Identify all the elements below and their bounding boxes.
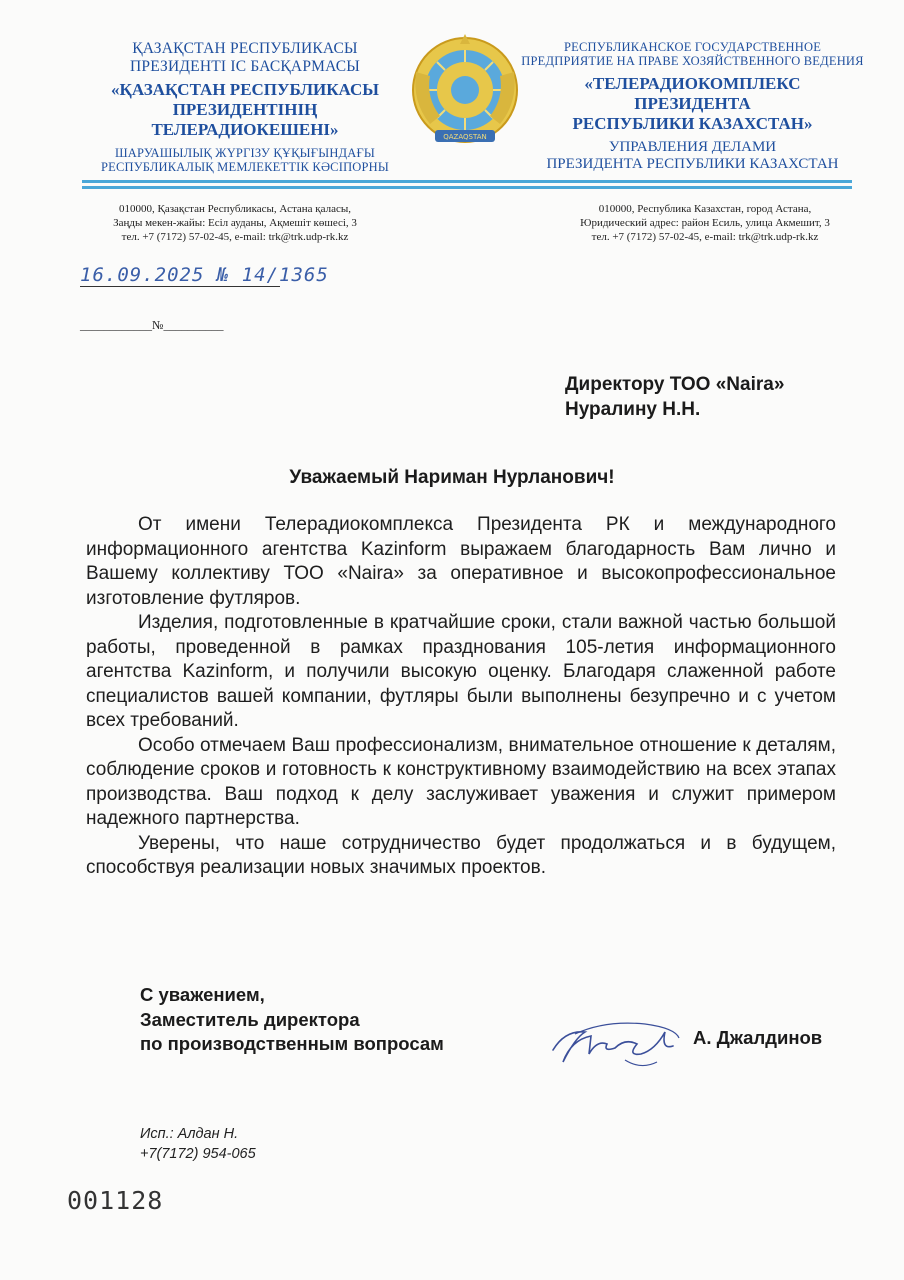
recipient-block	[565, 372, 784, 422]
letter-body	[86, 513, 836, 881]
header-left-sub1: ШАРУАШЫЛЫҚ ЖҮРГІЗУ ҚҰҚЫҒЫНДАҒЫ	[114, 146, 376, 160]
paragraph: Изделия, подготовленные в кратчайшие сроки, стали важной частью большой работы, проведенной в рамках празднования 105-летия информационного агентства Kazinform, и получили высокую оценку. Благодаря слаженной работе специалистов вашей компании, футляры были выполнены безупречно и с учетом всех требований.	[86, 612, 836, 731]
header-right-name2: ПРЕЗИДЕНТА	[634, 94, 751, 113]
address-right-line3: тел. +7 (7172) 57-02-45, e-mail: trk@trk.udp-rk.kz	[591, 231, 819, 243]
header-right-sub2: ПРЕЗИДЕНТА РЕСПУБЛИКИ КАЗАХСТАН	[546, 156, 839, 172]
executor-phone: +7(7172) 954-065	[140, 1146, 256, 1162]
header-right-name3: РЕСПУБЛИКИ КАЗАХСТАН»	[572, 114, 813, 133]
header-left-name1: «ҚАЗАҚСТАН РЕСПУБЛИКАСЫ	[111, 80, 379, 99]
header-left-line1: ҚАЗАҚСТАН РЕСПУБЛИКАСЫ	[132, 40, 358, 57]
state-emblem-icon	[410, 32, 520, 154]
header-left-sub2: РЕСПУБЛИКАЛЫҚ МЕМЛЕКЕТТІК КӘСІПОРНЫ	[100, 160, 390, 174]
header-left-name2: ПРЕЗИДЕНТІНІҢ	[172, 100, 318, 119]
header-divider	[82, 180, 852, 192]
header-left	[100, 40, 390, 174]
executor-block	[140, 1124, 256, 1164]
header-right-sub1: УПРАВЛЕНИЯ ДЕЛАМИ	[608, 139, 777, 155]
closing-line2: Заместитель директора	[140, 1008, 360, 1030]
outgoing-number: 16.09.2025 № 14/1365	[80, 264, 329, 286]
header-right-pre2: ПРЕДПРИЯТИЕ НА ПРАВЕ ХОЗЯЙСТВЕННОГО ВЕДЕНИЯ	[521, 54, 864, 68]
address-right	[545, 202, 865, 244]
address-right-line2: Юридический адрес: район Есиль, улица Акмешит, 3	[580, 217, 830, 229]
header-left-line2: ПРЕЗИДЕНТІ ІС БАСҚАРМАСЫ	[129, 58, 360, 75]
header-right-name1: «ТЕЛЕРАДИОКОМПЛЕКС	[584, 74, 801, 93]
greeting: Уважаемый Нариман Нурланович!	[289, 467, 615, 488]
signer-name: А. Джалдинов	[693, 1027, 823, 1048]
header-right-pre1: РЕСПУБЛИКАНСКОЕ ГОСУДАРСТВЕННОЕ	[563, 40, 822, 54]
incoming-number-blank: ____________№__________	[80, 318, 224, 332]
header-right	[520, 40, 865, 173]
paragraph: От имени Телерадиокомплекса Президента РК и международного информационного агентства Kazinform выражаем благодарность Вам лично и Вашему коллективу ТОО «Naira» за оперативное и высокопрофессиональное изготовление футляров.	[86, 514, 836, 609]
handwritten-signature-icon	[545, 1010, 685, 1080]
header-left-name3: ТЕЛЕРАДИОКЕШЕНІ»	[151, 120, 339, 139]
address-left-line1: 010000, Қазақстан Республикасы, Астана қаласы,	[118, 203, 352, 215]
closing-block	[140, 983, 444, 1057]
serial-number: 001128	[67, 1186, 164, 1215]
address-left-line3: тел. +7 (7172) 57-02-45, e-mail: trk@trk.udp-rk.kz	[121, 231, 349, 243]
closing-line1: С уважением,	[140, 984, 265, 1005]
paragraph: Особо отмечаем Ваш профессионализм, внимательное отношение к деталям, соблюдение сроков и готовность к конструктивному взаимодействию на всех этапах производства. Ваш подход к делу заслуживает уважения и служит примером надежного партнерства.	[86, 734, 836, 829]
paragraph: Уверены, что наше сотрудничество будет продолжаться и в будущем, способствуя реализации новых значимых проектов.	[86, 832, 836, 878]
recipient-line2: Нуралину Н.Н.	[565, 399, 701, 420]
address-left	[80, 202, 390, 244]
closing-line3: по производственным вопросам	[140, 1033, 444, 1054]
outgoing-number-underline	[80, 286, 280, 287]
executor-name: Исп.: Алдан Н.	[140, 1126, 239, 1142]
address-right-line1: 010000, Республика Казахстан, город Астана,	[598, 203, 812, 215]
emblem-text: QAZAQSTAN	[443, 133, 487, 141]
recipient-line1: Директору ТОО «Naira»	[565, 374, 785, 395]
address-left-line2: Заңды мекен-жайы: Есіл ауданы, Ақмешіт көшесі, 3	[113, 217, 357, 229]
